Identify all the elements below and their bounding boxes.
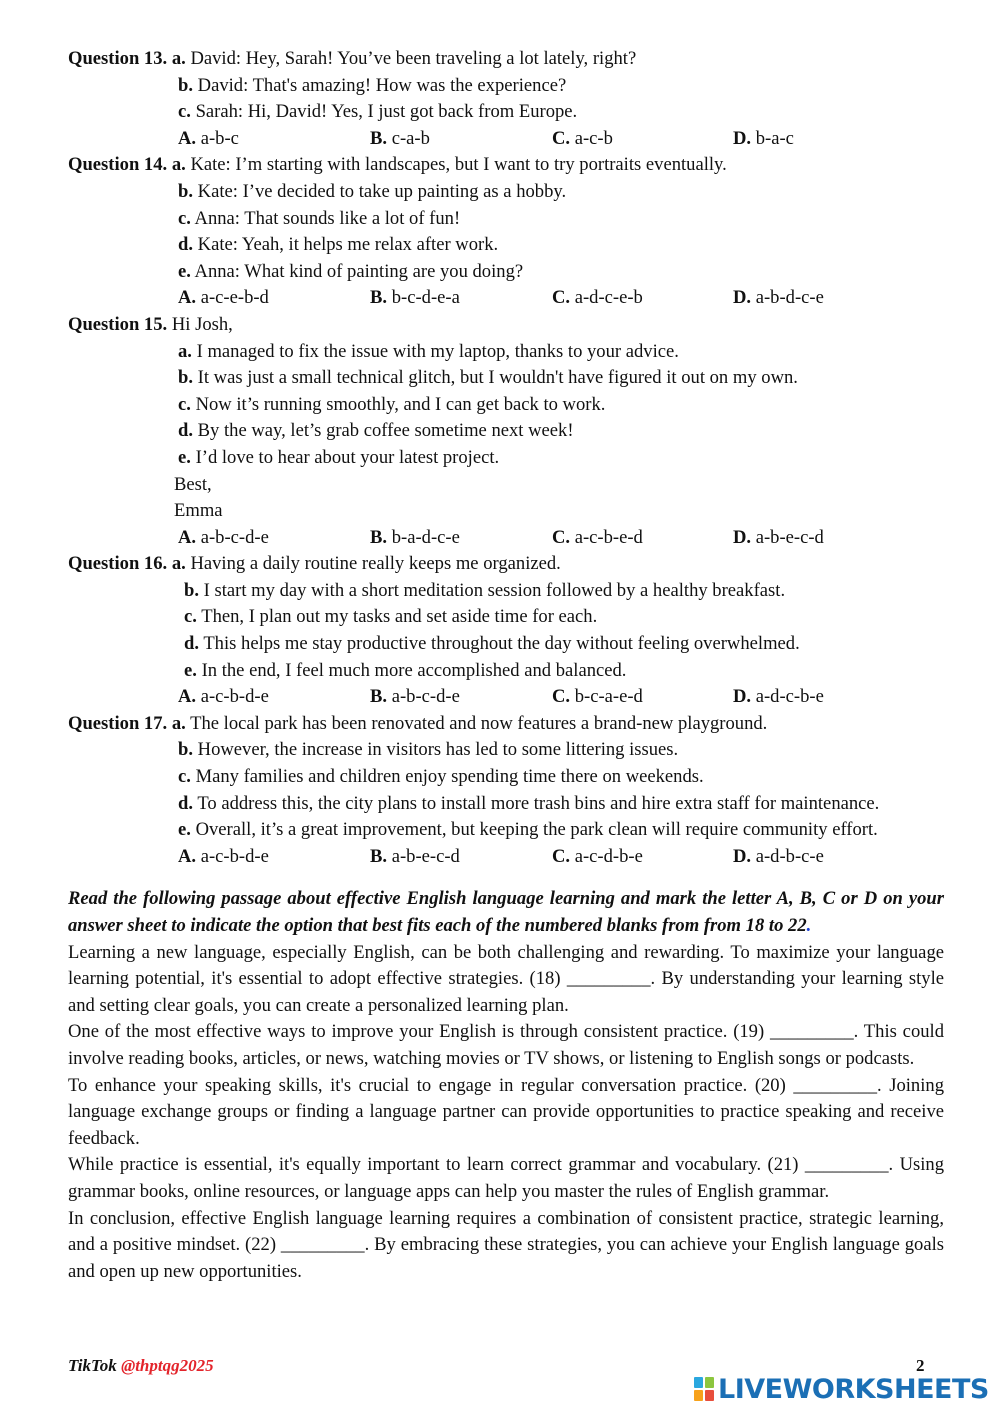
question-label: Question 15. (68, 313, 168, 335)
sentence: I managed to fix the issue with my laptop, thanks to your advice. (196, 340, 679, 362)
sentence: David: Hey, Sarah! You’ve been traveling a lot lately, right? (190, 48, 637, 69)
option-d[interactable]: D. a-d-c-b-e (733, 686, 824, 708)
option-b[interactable]: B. b-c-d-e-a (370, 287, 460, 309)
question-17: Question 17. a. The local park has been renovated and now features a brand-new playground. b. However, the increase in visitors has led to some littering issues. c. Many families and children enjoy spending time there on weekends. d. To address this, the city plans to install more trash bins and hire extra staff for maintenance. e. Overall, it’s a great improvement, but keeping the park clean will require community effort. A. a-c-b-d-e B. a-b-e-c-d C. a-c-d-b-e D. a-d-b-c-e (68, 711, 944, 871)
question-label: Question 17. (68, 712, 168, 734)
reading-passage (68, 886, 944, 1285)
sentence: By the way, let’s grab coffee sometime next week! (197, 420, 574, 442)
sentence: Sarah: Hi, David! Yes, I just got back from Europe. (195, 101, 578, 123)
sentence: David: That's amazing! How was the experience? (197, 74, 567, 96)
option-b[interactable]: B. c-a-b (370, 127, 430, 149)
liveworksheets-logo-icon (694, 1377, 714, 1401)
passage-paragraph: Learning a new language, especially English, can be both challenging and rewarding. To maximize your language learning potential, it's essential to adopt effective strategies. (18) _________. By understanding your learning style and setting clear goals, you can create a personalized learning plan. (68, 941, 944, 1016)
option-c[interactable]: C. a-c-b (552, 127, 613, 149)
liveworksheets-logo[interactable] (694, 1374, 989, 1404)
option-c[interactable]: C. a-c-b-e-d (552, 526, 643, 548)
footer-brand: TikTok (68, 1356, 117, 1375)
option-c[interactable]: C. a-d-c-e-b (552, 287, 643, 309)
sentence: To address this, the city plans to install more trash bins and hire extra staff for maintenance. (197, 792, 880, 814)
letter-signature: Emma (174, 500, 223, 522)
option-d[interactable]: D. a-d-b-c-e (733, 845, 824, 867)
answer-options (68, 126, 944, 153)
passage-paragraph: To enhance your speaking skills, it's crucial to engage in regular conversation practice. (20) _________. Joining language exchange groups or finding a language partner can provide opportunities to practice speaking and receive feedback. (68, 1074, 944, 1149)
option-b[interactable]: B. a-b-c-d-e (370, 686, 460, 708)
sentence: Then, I plan out my tasks and set aside time for each. (201, 606, 598, 628)
sentence: I start my day with a short meditation session followed by a healthy breakfast. (203, 579, 786, 601)
sentence: Anna: What kind of painting are you doing? (194, 260, 524, 282)
option-d[interactable]: D. a-b-e-c-d (733, 526, 824, 548)
answer-options (68, 844, 944, 871)
question-14: Question 14. a. Kate: I’m starting with landscapes, but I want to try portraits eventually. b. Kate: I’ve decided to take up painting as a hobby. c. Anna: That sounds like a lot of fun! d. Kate: Yeah, it helps me relax after work. e. Anna: What kind of painting are you doing? A. a-c-e-b-d B. b-c-d-e-a C. a-d-c-e-b D. a-b-d-c-e (68, 152, 944, 312)
sentence: In the end, I feel much more accomplished and balanced. (201, 659, 627, 681)
footer-handle[interactable]: @thptqg2025 (121, 1356, 214, 1375)
option-b[interactable]: B. a-b-e-c-d (370, 845, 460, 867)
sentence: Having a daily routine really keeps me organized. (190, 553, 561, 575)
sentence: Many families and children enjoy spending time there on weekends. (195, 766, 704, 788)
option-b[interactable]: B. b-a-d-c-e (370, 526, 460, 548)
sentence: Now it’s running smoothly, and I can get back to work. (195, 393, 606, 415)
option-c[interactable]: C. b-c-a-e-d (552, 686, 643, 708)
worksheet-page (68, 46, 944, 1285)
question-label: Question 16. (68, 553, 168, 575)
option-c[interactable]: C. a-c-d-b-e (552, 845, 643, 867)
sentence: Kate: I’m starting with landscapes, but I want to try portraits eventually. (190, 154, 727, 176)
passage-paragraph: One of the most effective ways to improve your English is through consistent practice. (19) _________. This could involve reading books, articles, or news, watching movies or TV shows, or listening to English songs or podcasts. (68, 1021, 944, 1069)
answer-options (68, 285, 944, 312)
passage-instruction: Read the following passage about effective English language learning and mark the letter A, B, C or D on your answer sheet to indicate the option that best fits each of the numbered blanks from from 18 to 22. (68, 888, 944, 936)
sentence: Kate: I’ve decided to take up painting as a hobby. (197, 180, 567, 202)
sentence: Overall, it’s a great improvement, but keeping the park clean will require community effort. (195, 819, 878, 841)
option-a[interactable]: A. a-b-c (178, 127, 239, 149)
question-label: Question 14. (68, 154, 168, 176)
passage-paragraph: While practice is essential, it's equally important to learn correct grammar and vocabulary. (21) _________. Using grammar books, online resources, or language apps can help you master the rules of English grammar. (68, 1154, 944, 1202)
logo-text: LIVEWORKSHEETS (718, 1373, 989, 1405)
sentence: This helps me stay productive throughout the day without feeling overwhelmed. (203, 633, 800, 655)
question-13: Question 13. a. David: Hey, Sarah! You’ve been traveling a lot lately, right? b. David: That's amazing! How was the experience? c. Sarah: Hi, David! Yes, I just got back from Europe. A. a-b-c B. c-a-b C. a-c-b D. b-a-c (68, 46, 944, 152)
question-label: Question 13. (68, 48, 168, 69)
sentence: The local park has been renovated and now features a brand-new playground. (190, 712, 768, 734)
answer-options (68, 684, 944, 711)
option-a[interactable]: A. a-b-c-d-e (178, 526, 269, 548)
letter-closing: Best, (174, 473, 212, 495)
option-a[interactable]: A. a-c-b-d-e (178, 686, 269, 708)
page-number: 2 (916, 1356, 925, 1375)
option-d[interactable]: D. a-b-d-c-e (733, 287, 824, 309)
answer-options (68, 525, 944, 552)
sentence: Anna: That sounds like a lot of fun! (194, 207, 461, 229)
question-16: Question 16. a. Having a daily routine really keeps me organized. b. I start my day with a short meditation session followed by a healthy breakfast. c. Then, I plan out my tasks and set aside time for each. d. This helps me stay productive throughout the day without feeling overwhelmed. e. In the end, I feel much more accomplished and balanced. A. a-c-b-d-e B. a-b-c-d-e C. b-c-a-e-d D. a-d-c-b-e (68, 551, 944, 711)
question-15: Question 15. Hi Josh, a. I managed to fix the issue with my laptop, thanks to your advice. b. It was just a small technical glitch, but I wouldn't have figured it out on my own. c. Now it’s running smoothly, and I can get back to work. d. By the way, let’s grab coffee sometime next week! e. I’d love to hear about your latest project. Best, Emma A. a-b-c-d-e B. b-a-d-c-e C. a-c-b-e-d D. a-b-e-c-d (68, 312, 944, 551)
option-a[interactable]: A. a-c-e-b-d (178, 287, 269, 309)
sentence: However, the increase in visitors has led to some littering issues. (197, 739, 679, 761)
option-d[interactable]: D. b-a-c (733, 127, 794, 149)
passage-paragraph: In conclusion, effective English language learning requires a combination of consistent practice, strategic learning, and a positive mindset. (22) _________. By embracing these strategies, you can achieve your English language goals and open up new opportunities. (68, 1207, 944, 1282)
footer-credit (68, 1356, 214, 1376)
sentence: Kate: Yeah, it helps me relax after work. (197, 234, 499, 256)
greeting: Hi Josh, (171, 313, 233, 335)
option-a[interactable]: A. a-c-b-d-e (178, 845, 269, 867)
sentence: It was just a small technical glitch, but I wouldn't have figured it out on my own. (197, 367, 798, 389)
sentence: I’d love to hear about your latest project. (195, 446, 500, 468)
